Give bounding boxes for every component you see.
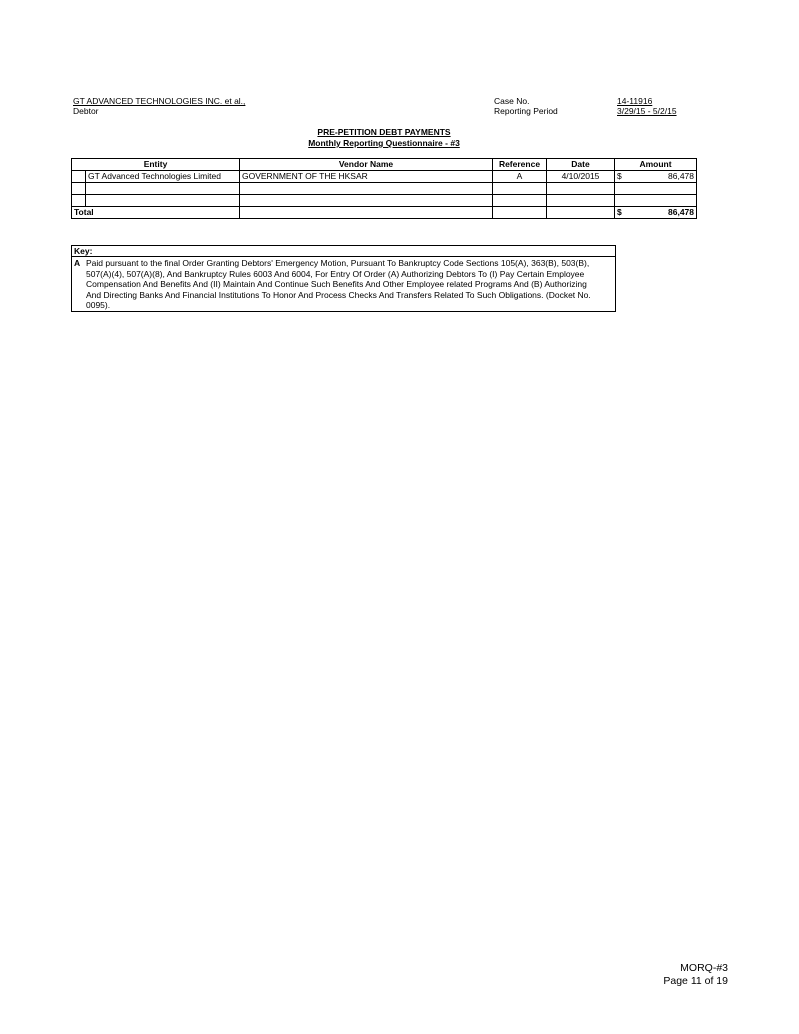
currency-symbol: $ <box>617 171 622 181</box>
key-letter: A <box>74 258 81 268</box>
key-entry <box>72 257 615 312</box>
debt-payments-table <box>71 158 697 219</box>
reference-cell: A <box>493 171 547 183</box>
reporting-period-label: Reporting Period <box>494 106 558 116</box>
debtor-block <box>73 96 245 116</box>
total-amount-cell <box>615 207 697 219</box>
table-row-empty <box>72 195 697 207</box>
column-header-amount: Amount <box>615 159 697 171</box>
entity-cell: GT Advanced Technologies Limited <box>86 171 240 183</box>
amount-cell <box>615 171 697 183</box>
debtor-label: Debtor <box>73 106 99 116</box>
row-marker-cell <box>72 171 86 183</box>
case-no-label: Case No. <box>494 96 530 106</box>
case-no-value: 14-11916 <box>617 96 653 106</box>
table-row <box>72 171 697 183</box>
case-values <box>617 96 677 116</box>
key-heading: Key: <box>72 246 615 257</box>
page-number: Page 11 of 19 <box>663 975 728 987</box>
vendor-cell: GOVERNMENT OF THE HKSAR <box>240 171 493 183</box>
case-labels <box>494 96 558 116</box>
column-header-reference: Reference <box>493 159 547 171</box>
page-subtitle: Monthly Reporting Questionnaire - #3 <box>308 138 460 148</box>
key-legend <box>71 245 616 312</box>
date-cell: 4/10/2015 <box>547 171 615 183</box>
form-id: MORQ-#3 <box>680 962 728 974</box>
page-footer <box>663 962 728 988</box>
column-header-date: Date <box>547 159 615 171</box>
table-header-row <box>72 159 697 171</box>
total-amount-value: 86,478 <box>668 207 694 217</box>
key-description: Paid pursuant to the final Order Granting Debtors' Emergency Motion, Pursuant To Bankruptcy Code Sections 105(A), 363(B), 503(B), 507(A)(4), 507(A)(8), And Bankruptcy Rules 6003 And 6004, For Entry Of Order (A) Authorizing Debtors To (I) Pay Certain Employee Compensation And Benefits And (II) Maintain And Continue Such Benefits And Other Employee related Programs And (B) Authorizing And Directing Banks And Financial Institutions To Honor And Process Checks And Transfers Related To Such Obligations. (Docket No. 0095). <box>86 258 591 310</box>
table-row-empty <box>72 183 697 195</box>
table-total-row <box>72 207 697 219</box>
debtor-name: GT ADVANCED TECHNOLOGIES INC. et al., <box>73 96 246 106</box>
column-header-vendor: Vendor Name <box>240 159 493 171</box>
column-header-entity: Entity <box>72 159 240 171</box>
total-currency-symbol: $ <box>617 207 622 217</box>
amount-value: 86,478 <box>668 171 694 181</box>
reporting-period-value: 3/29/15 - 5/2/15 <box>617 106 677 116</box>
title-block <box>0 127 768 149</box>
total-label: Total <box>72 207 240 219</box>
page-title: PRE-PETITION DEBT PAYMENTS <box>317 127 451 137</box>
